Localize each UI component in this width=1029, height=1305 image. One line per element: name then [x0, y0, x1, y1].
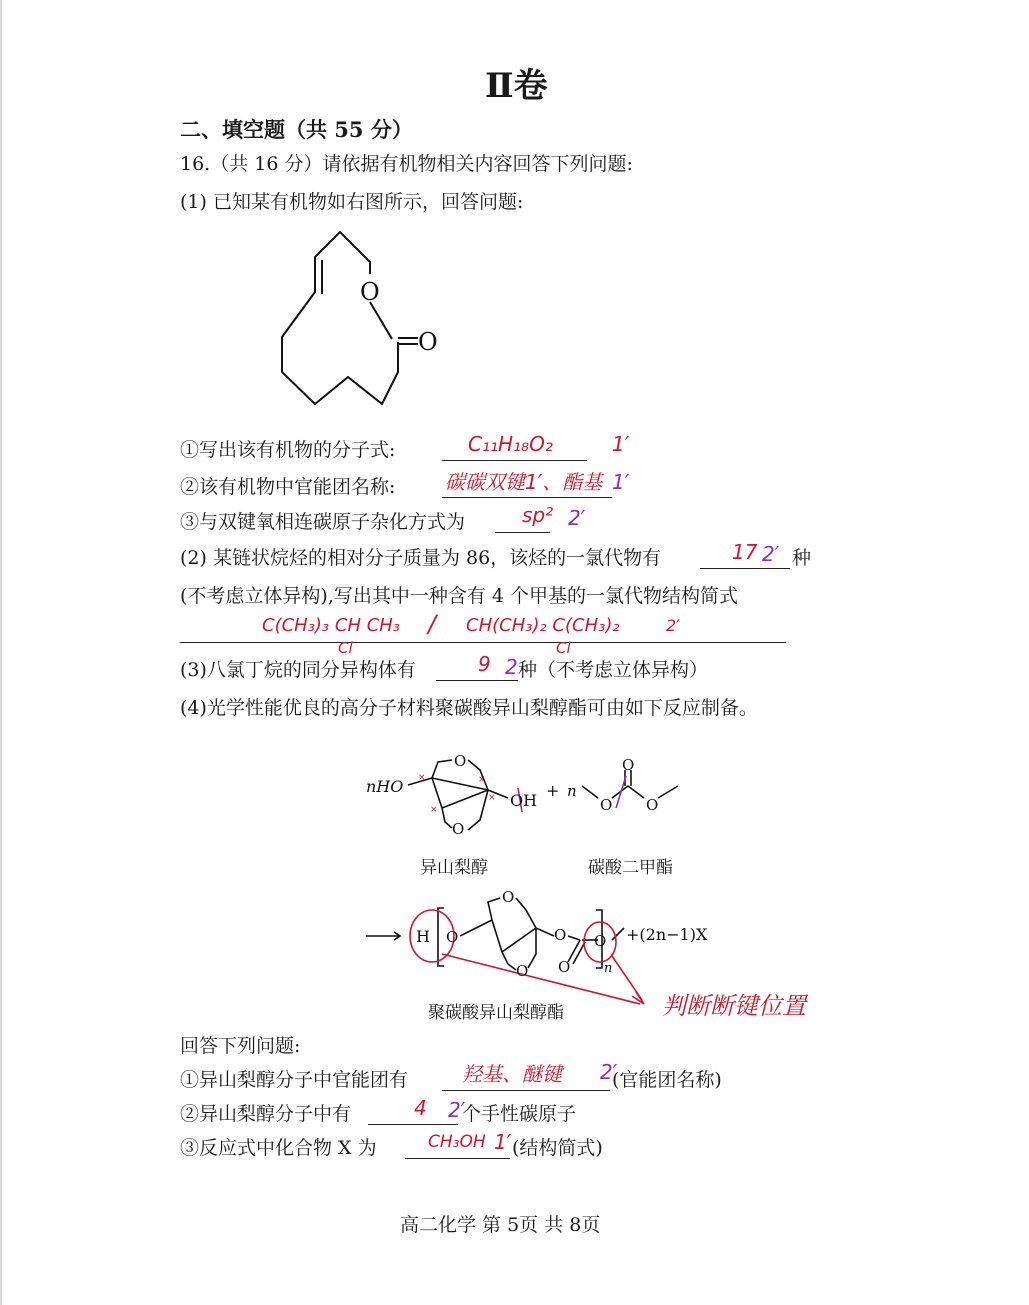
svg-text:O: O — [600, 796, 613, 814]
a3-score: 1′ — [494, 1130, 512, 1154]
svg-text:n: n — [567, 782, 577, 800]
q16-part1-intro: (1) 已知某有机物如右图所示，回答问题: — [180, 191, 524, 213]
q2-text-a: (2) 某链状烷烃的相对分子质量为 86，该烃的一氯代物有 — [180, 547, 662, 569]
a1-text: ①异山梨醇分子中官能团有 — [180, 1069, 409, 1091]
a2-score: 2′ — [448, 1098, 466, 1122]
svg-text:O: O — [502, 888, 515, 906]
answers-intro: 回答下列问题: — [180, 1035, 301, 1057]
reaction-reactants — [360, 750, 700, 850]
a2-suffix: 个手性碳原子 — [462, 1103, 577, 1125]
a3-answer: CH₃OH — [428, 1132, 486, 1152]
q1-item3-answer: sp² — [522, 503, 554, 527]
svg-text:O: O — [516, 962, 529, 980]
q1-item1-answer: C₁₁H₁₈O₂ — [468, 432, 553, 456]
q2-answer2-a-cl: Cl — [338, 639, 353, 657]
label-isosorbide: 异山梨醇 — [420, 858, 488, 878]
page-footer: 高二化学 第 5页 共 8页 — [400, 1214, 601, 1236]
q2-answer2-b: CH(CH₃)₂ C(CH₃)₂ — [466, 615, 620, 636]
product-h: H — [416, 927, 430, 946]
svg-text:O: O — [454, 752, 467, 770]
a3-blank — [405, 1158, 510, 1159]
q1-item3-blank — [495, 532, 550, 533]
q4-text: (4)光学性能优良的高分子材料聚碳酸异山梨醇酯可由如下反应制备。 — [180, 697, 758, 719]
a2-blank — [368, 1124, 458, 1125]
q2-answer2-a: C(CH₃)₃ CH CH₃ — [262, 615, 401, 636]
q1-item2-blank — [442, 497, 612, 498]
svg-text:O: O — [622, 756, 635, 774]
q3-blank — [436, 680, 518, 681]
q2-text-b: 种 — [792, 547, 812, 569]
svg-text:O: O — [446, 928, 459, 946]
q1-item1-blank — [442, 460, 587, 461]
reactant-n-ho: nHO — [366, 777, 404, 796]
note-bond-breaking: 判断断键位置 — [662, 992, 806, 1020]
a1-score: 2′ — [600, 1060, 618, 1084]
svg-text:×: × — [418, 773, 426, 783]
label-polymer: 聚碳酸异山梨醇酯 — [428, 1003, 564, 1023]
a3-suffix: (结构简式) — [512, 1137, 603, 1159]
a3-text: ③反应式中化合物 X 为 — [180, 1137, 377, 1159]
svg-text:O: O — [554, 926, 567, 944]
section-heading: 二、填空题（共 55 分） — [180, 117, 413, 142]
q1-item2-answer: 碳碳双键1′、酯基 — [445, 470, 603, 494]
q2-score: 2′ — [762, 542, 780, 566]
page-title: Ⅱ卷 — [485, 66, 548, 106]
q2-answer2-slash: / — [428, 610, 437, 638]
a1-blank — [442, 1090, 610, 1091]
q3-text-b: 种（不考虑立体异构） — [518, 659, 709, 681]
q3-answer: 9 — [478, 652, 491, 676]
label-dimethyl-carbonate: 碳酸二甲酯 — [588, 858, 673, 878]
svg-text:O: O — [646, 796, 659, 814]
svg-text:+: + — [546, 781, 560, 800]
q2-answer: 17 — [732, 540, 758, 564]
a2-answer: 4 — [414, 1096, 427, 1120]
q1-item3-score: 2′ — [568, 506, 586, 530]
svg-text:×: × — [478, 775, 486, 785]
q1-item1-score: 1′ — [612, 432, 630, 456]
ring-oxygen-label: O — [360, 278, 380, 306]
q3-text-a: (3)八氯丁烷的同分异构体有 — [180, 659, 416, 681]
svg-text:O: O — [594, 932, 607, 950]
q2-answer2-b-cl: Cl — [556, 639, 571, 657]
a1-answer: 羟基、醚键 — [462, 1062, 562, 1086]
svg-text:O: O — [558, 958, 571, 976]
q2-answer2-blank — [180, 642, 786, 643]
q1-item1-text: ①写出该有机物的分子式: — [180, 439, 396, 461]
q16-intro: 16.（共 16 分）请依据有机物相关内容回答下列问题: — [180, 153, 633, 175]
q1-item3-text: ③与双键氧相连碳原子杂化方式为 — [180, 511, 466, 533]
product-byproduct: +(2n−1)X — [626, 925, 708, 944]
a2-text: ②异山梨醇分子中有 — [180, 1103, 352, 1125]
q2-text-line2: (不考虑立体异构),写出其中一种含有 4 个甲基的一氯代物结构简式 — [180, 585, 739, 607]
q2-answer2-score: 2′ — [666, 616, 680, 635]
reactant-oh: OH — [510, 791, 538, 810]
q3-score: 2 — [505, 655, 518, 679]
q2-blank — [700, 568, 790, 569]
svg-text:×: × — [430, 805, 438, 815]
q1-item2-score: 1′ — [612, 470, 630, 494]
svg-text:n: n — [604, 961, 613, 976]
svg-text:×: × — [488, 793, 496, 803]
svg-text:O: O — [452, 820, 465, 838]
lactone-structure — [270, 222, 450, 412]
carbonyl-oxygen-label: O — [418, 328, 438, 356]
q1-item2-text: ②该有机物中官能团名称: — [180, 476, 396, 498]
a1-suffix: (官能团名称) — [612, 1069, 722, 1091]
page-edge — [0, 0, 2, 1305]
